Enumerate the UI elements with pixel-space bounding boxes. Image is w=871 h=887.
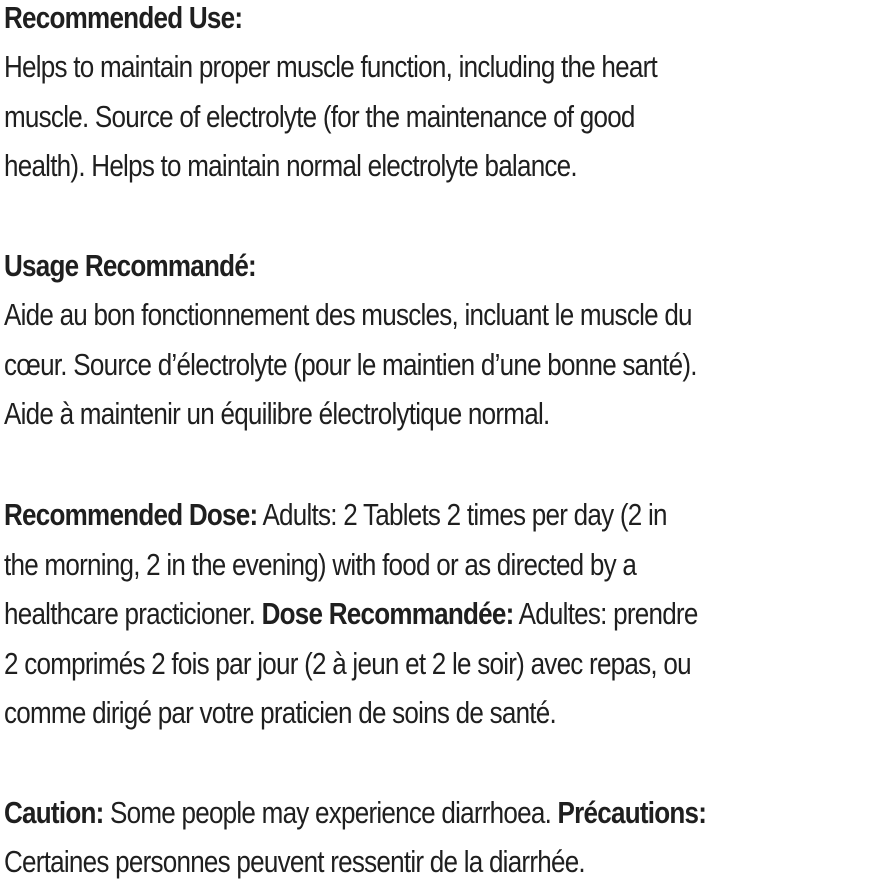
dose-line-2: the morning, 2 in the evening) with food or as directed by a [4,547,637,582]
dose-line-4: 2 comprimés 2 fois par jour (2 à jeun et 2 le soir) avec repas, ou [4,646,691,681]
recommended-use-line: muscle. Source of electrolyte (for the maintenance of good [4,99,635,134]
recommended-use-line: Helps to maintain proper muscle function, including the heart [4,49,658,84]
recommended-use-heading: Recommended Use: [4,0,243,35]
dose-line-1 [4,495,667,535]
caution-line-2: Certaines personnes peuvent ressentir de la diarrhée. [4,844,585,879]
label-text-panel [4,0,870,887]
caution-text: Some people may experience diarrhoea. [103,795,558,830]
precautions-heading: Précautions: [557,795,707,830]
usage-recommande-line: Aide à maintenir un équilibre électrolytique normal. [4,396,550,431]
recommended-dose-heading: Recommended Dose: [4,497,258,532]
dose-text: Adultes: prendre [513,596,698,631]
dose-recommandee-heading: Dose Recommandée: [261,596,514,631]
usage-recommande-line: cœur. Source d’électrolyte (pour le maintien d’une bonne santé). [4,347,697,382]
dose-line-3 [4,594,698,634]
dose-line-5: comme dirigé par votre praticien de soins de santé. [4,695,556,730]
dose-text: healthcare practicioner. [4,596,262,631]
caution-line-1 [4,793,706,833]
usage-recommande-line: Aide au bon fonctionnement des muscles, incluant le muscle du [4,297,692,332]
dose-text: Adults: 2 Tablets 2 times per day (2 in [257,497,667,532]
usage-recommande-heading: Usage Recommandé: [4,248,256,283]
recommended-use-line: health). Helps to maintain normal electrolyte balance. [4,148,577,183]
caution-heading: Caution: [4,795,104,830]
